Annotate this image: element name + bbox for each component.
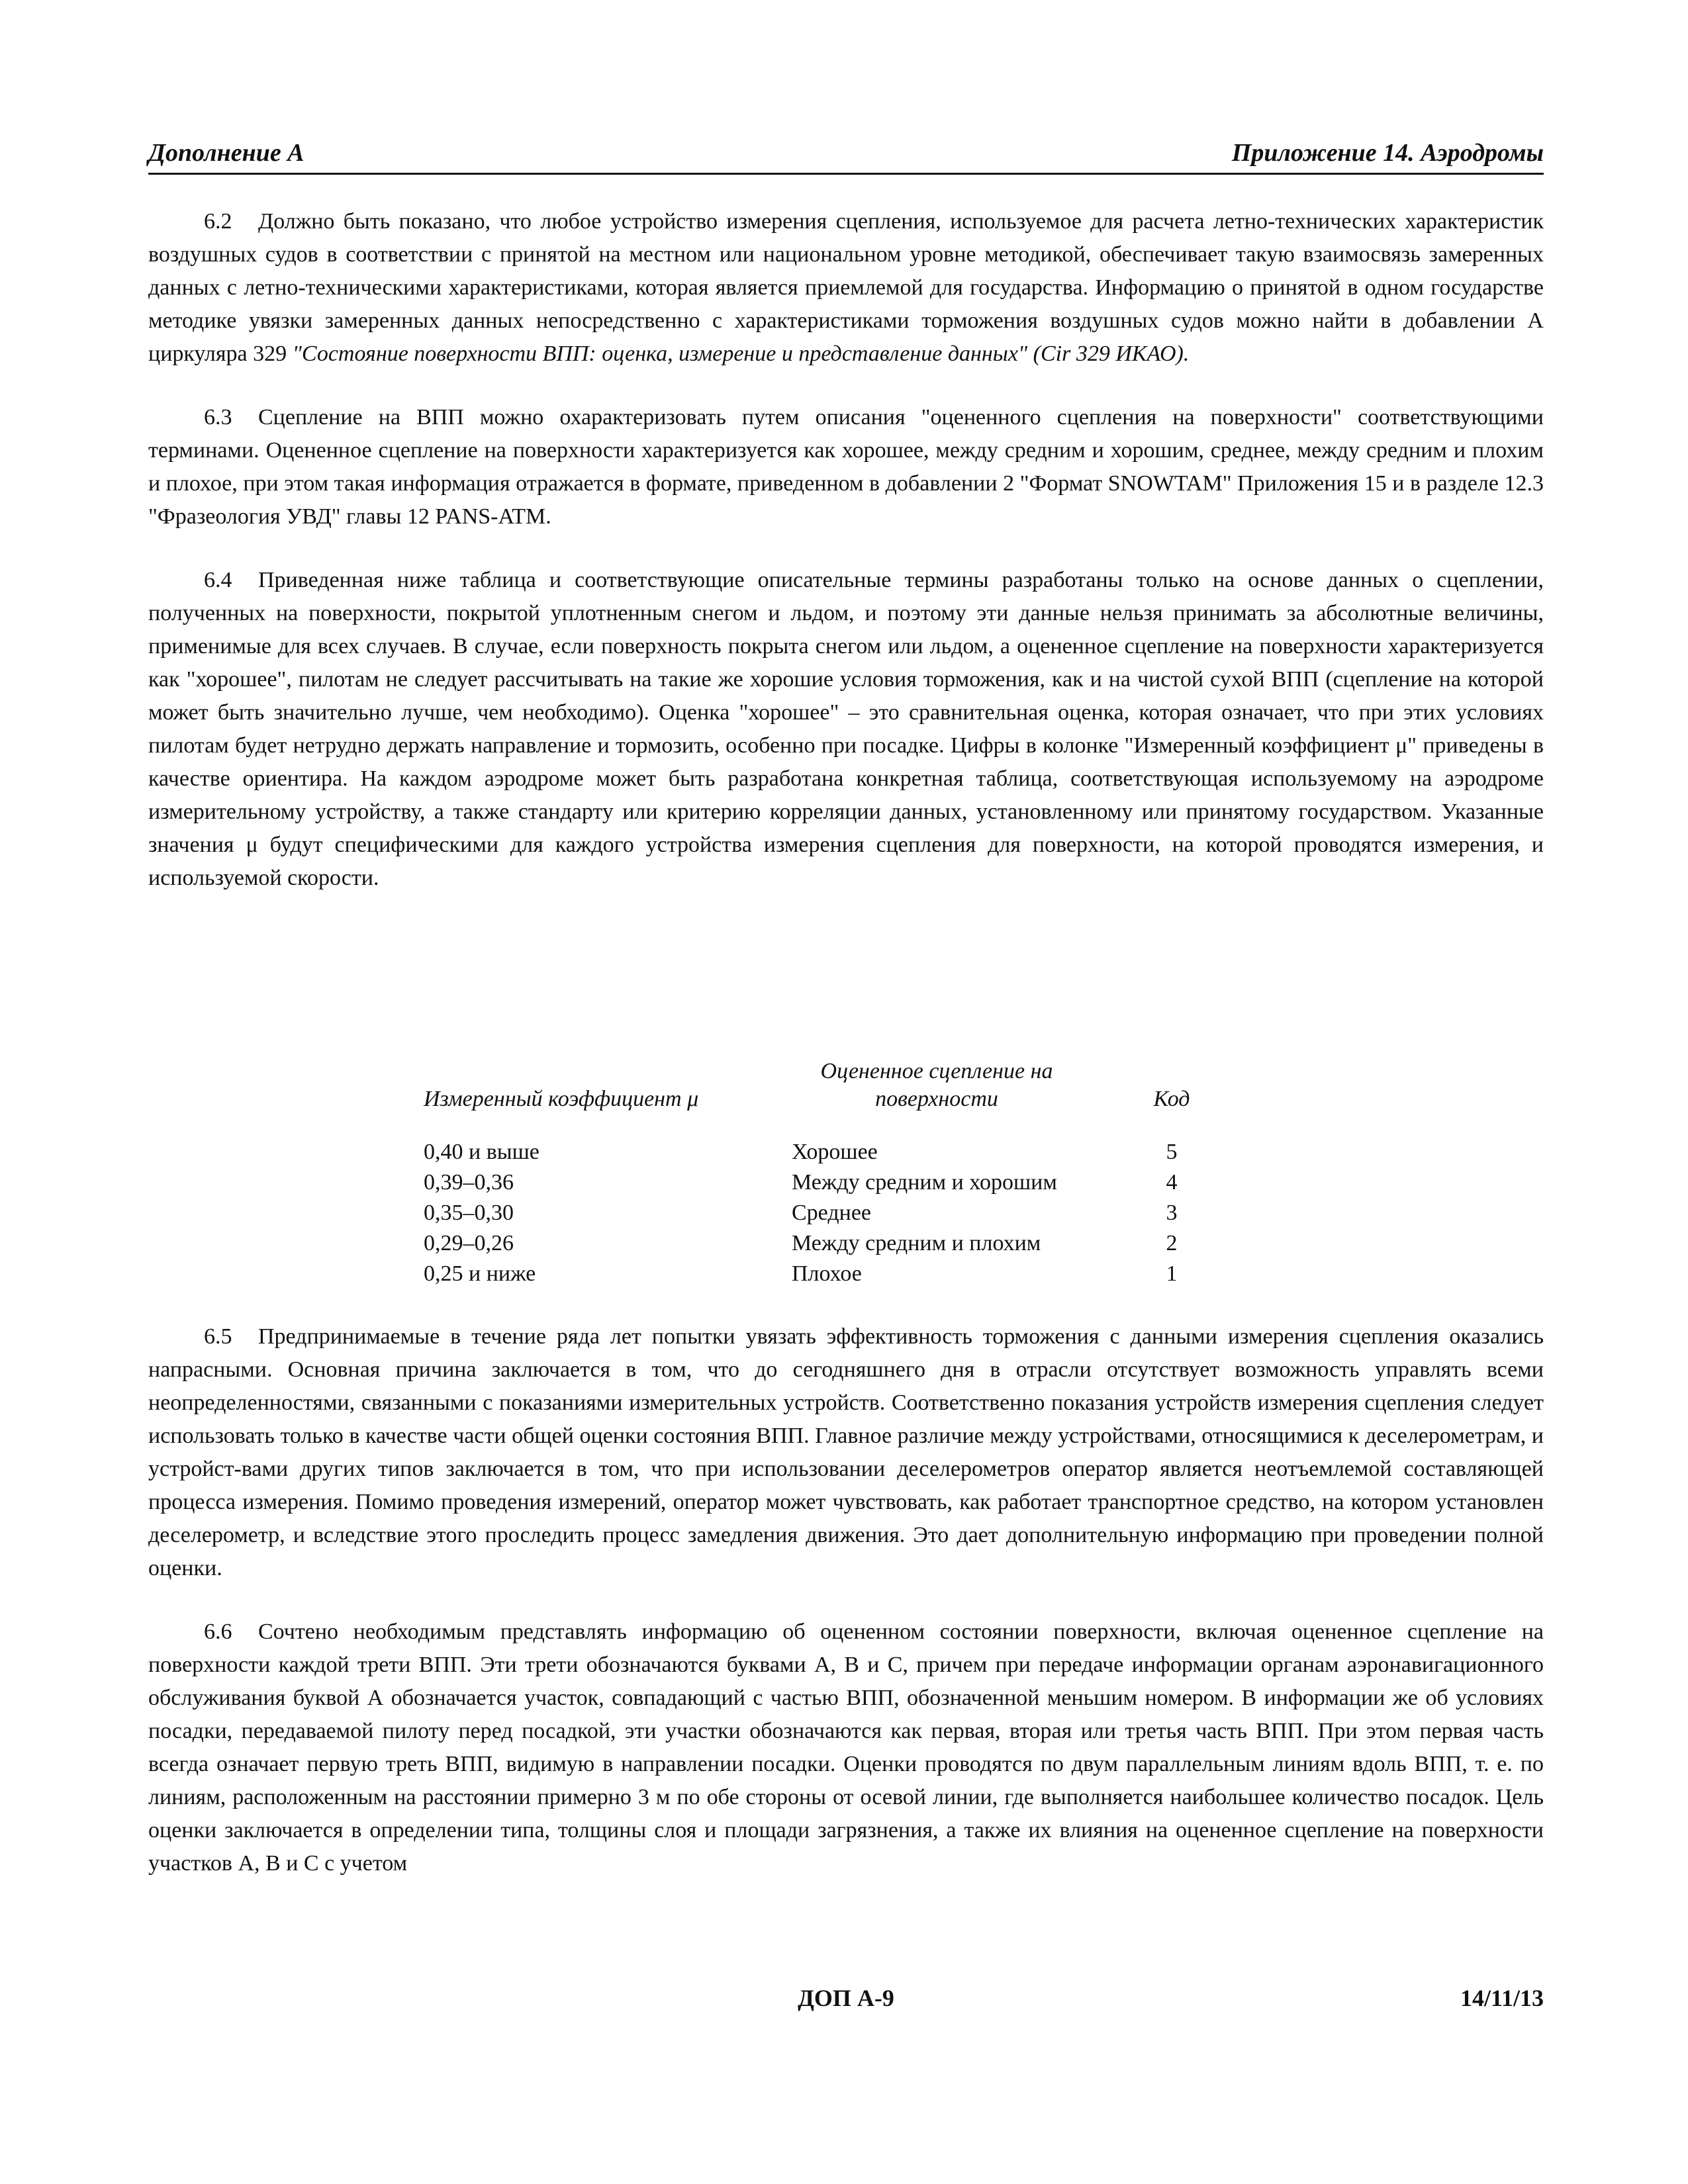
page-footer — [148, 1984, 1544, 2017]
table-cell-assessment: Хорошее — [792, 1140, 878, 1164]
table-cell-coefficient: 0,40 и выше — [424, 1140, 539, 1164]
paragraph-6-5 — [148, 1320, 1544, 1585]
paragraph-citation-italic: "Состояние поверхности ВПП: оценка, измерение и представление данных" (Cir 329 ИКАО). — [292, 341, 1190, 366]
table-cell-code: 4 — [1166, 1170, 1178, 1195]
page-date: 14/11/13 — [1460, 1985, 1544, 2011]
header-left-title: Дополнение А — [148, 139, 305, 167]
table-cell-assessment: Между средним и плохим — [792, 1231, 1041, 1255]
table-cell-code: 3 — [1166, 1201, 1178, 1225]
table-cell-coefficient: 0,25 и ниже — [424, 1261, 536, 1286]
page-header — [148, 134, 1544, 175]
table-cell-assessment: Плохое — [792, 1261, 862, 1286]
paragraph-number: 6.3 — [204, 405, 232, 430]
paragraph-6-3 — [148, 401, 1544, 533]
paragraph-6-2 — [148, 205, 1544, 371]
table-header-code: Код — [1153, 1087, 1190, 1111]
table-cell-coefficient: 0,29–0,26 — [424, 1231, 514, 1255]
table-row — [424, 1228, 1218, 1259]
table-cell-code: 5 — [1166, 1140, 1178, 1164]
table-row — [424, 1167, 1218, 1198]
paragraph-number: 6.2 — [204, 209, 232, 234]
paragraph-text: Предпринимаемые в течение ряда лет попытки увязать эффективность торможения с данными измерения сцепления оказались напрасными. Основная причина заключается в том, что до сегодняшнего дня в отрасли отсутствует возможность управлять всеми неопределенностями, связанными с показаниями измерительных устройств. Соответственно показания устройств измерения сцепления следует использовать только в качестве части общей оценки состояния ВПП. Главное различие между устройствами, относящимися к деселерометрам, и устройст-вами других типов заключается в том, что при использовании деселерометров оператор является неотъемлемой составляющей процесса измерения. Помимо проведения измерений, оператор может чувствовать, как работает транспортное средство, на котором установлен деселерометр, и вследствие этого проследить процесс замедления движения. Это дает дополнительную информацию при проведении полной оценки. — [148, 1324, 1544, 1580]
paragraph-text: Должно быть показано, что любое устройство измерения сцепления, используемое для расчета летно-технических характеристик воздушных судов в соответствии с принятой на местном или национальном уровне методикой, обеспечивает такую взаимосвязь замеренных данных с летно-техническими характеристиками, которая является приемлемой для государства. Информацию о принятой в одном государстве методике увязки замеренных данных непосредственно с характеристиками торможения воздушных судов можно найти в добавлении А циркуляра 329 — [148, 209, 1544, 366]
table-cell-assessment: Среднее — [792, 1201, 871, 1225]
document-body-bottom — [148, 1320, 1544, 1911]
paragraph-number: 6.6 — [204, 1619, 232, 1644]
paragraph-6-6 — [148, 1615, 1544, 1880]
table-cell-coefficient: 0,39–0,36 — [424, 1170, 514, 1195]
paragraph-number: 6.5 — [204, 1324, 232, 1349]
paragraph-6-4 — [148, 564, 1544, 895]
table-cell-coefficient: 0,35–0,30 — [424, 1201, 514, 1225]
page-number: ДОП А-9 — [798, 1985, 894, 2011]
table-cell-code: 1 — [1166, 1261, 1178, 1286]
paragraph-text: Сочтено необходимым представлять информацию об оцененном состоянии поверхности, включая оцененное сцепление на поверхности каждой трети ВПП. Эти трети обозначаются буквами А, В и С, причем при передаче информации органам аэронавигационного обслуживания буквой А обозначается участок, совпадающий с частью ВПП, обозначенной меньшим номером. В информации же об условиях посадки, передаваемой пилоту перед посадкой, эти участки обозначаются как первая, вторая или третья часть ВПП. При этом первая часть всегда означает первую треть ВПП, видимую в направлении посадки. Оценки проводятся по двум параллельным линиям вдоль ВПП, т. е. по линиям, расположенным на расстоянии примерно 3 м по обе стороны от осевой линии, где выполняется наибольшее количество посадок. Цель оценки заключается в определении типа, толщины слоя и площади загрязнения, а также их влияния на оцененное сцепление на поверхности участков А, В и С с учетом — [148, 1619, 1544, 1876]
table-cell-assessment: Между средним и хорошим — [792, 1170, 1057, 1195]
header-right-title: Приложение 14. Аэродромы — [1231, 139, 1544, 167]
table-header-coefficient: Измеренный коэффициент μ — [424, 1087, 699, 1111]
paragraph-number: 6.4 — [204, 568, 232, 592]
paragraph-text: Сцепление на ВПП можно охарактеризовать путем описания "оцененного сцепления на поверхности" соответствующими терминами. Оцененное сцепление на поверхности характеризуется как хорошее, между средним и хорошим, среднее, между средним и плохим и плохое, при этом такая информация отражается в формате, приведенном в добавлении 2 "Формат SNOWTAM" Приложения 15 и в разделе 12.3 "Фразеология УВД" главы 12 PANS-ATM. — [148, 405, 1544, 529]
table-cell-code: 2 — [1166, 1231, 1178, 1255]
table-row — [424, 1137, 1218, 1167]
paragraph-text: Приведенная ниже таблица и соответствующие описательные термины разработаны только на основе данных о сцеплении, полученных на поверхности, покрытой уплотненным снегом и льдом, и поэтому эти данные нельзя принимать за абсолютные величины, применимые для всех случаев. В случае, если поверхность покрыта снегом или льдом, а оцененное сцепление на поверхности характеризуется как "хорошее", пилотам не следует рассчитывать на такие же хорошие условия торможения, как и на чистой сухой ВПП (сцепление на которой может быть значительно лучше, чем необходимо). Оценка "хорошее" – это сравнительная оценка, которая означает, что при этих условиях пилотам будет нетрудно держать направление и тормозить, особенно при посадке. Цифры в колонке "Измеренный коэффициент μ" приведены в качестве ориентира. На каждом аэродроме может быть разработана конкретная таблица, соответствующая используемому на аэродроме измерительному устройству, а также стандарту или критерию корреляции данных, установленному или принятому государством. Указанные значения μ будут специфическими для каждого устройства измерения сцепления для поверхности, на которой проводятся измерения, и используемой скорости. — [148, 568, 1544, 890]
table-header-assessment: Оцененное сцепление на поверхности — [820, 1059, 1053, 1111]
table-row — [424, 1198, 1218, 1228]
table-rows — [424, 1137, 1218, 1289]
document-body-top — [148, 205, 1544, 925]
table-row — [424, 1259, 1218, 1289]
